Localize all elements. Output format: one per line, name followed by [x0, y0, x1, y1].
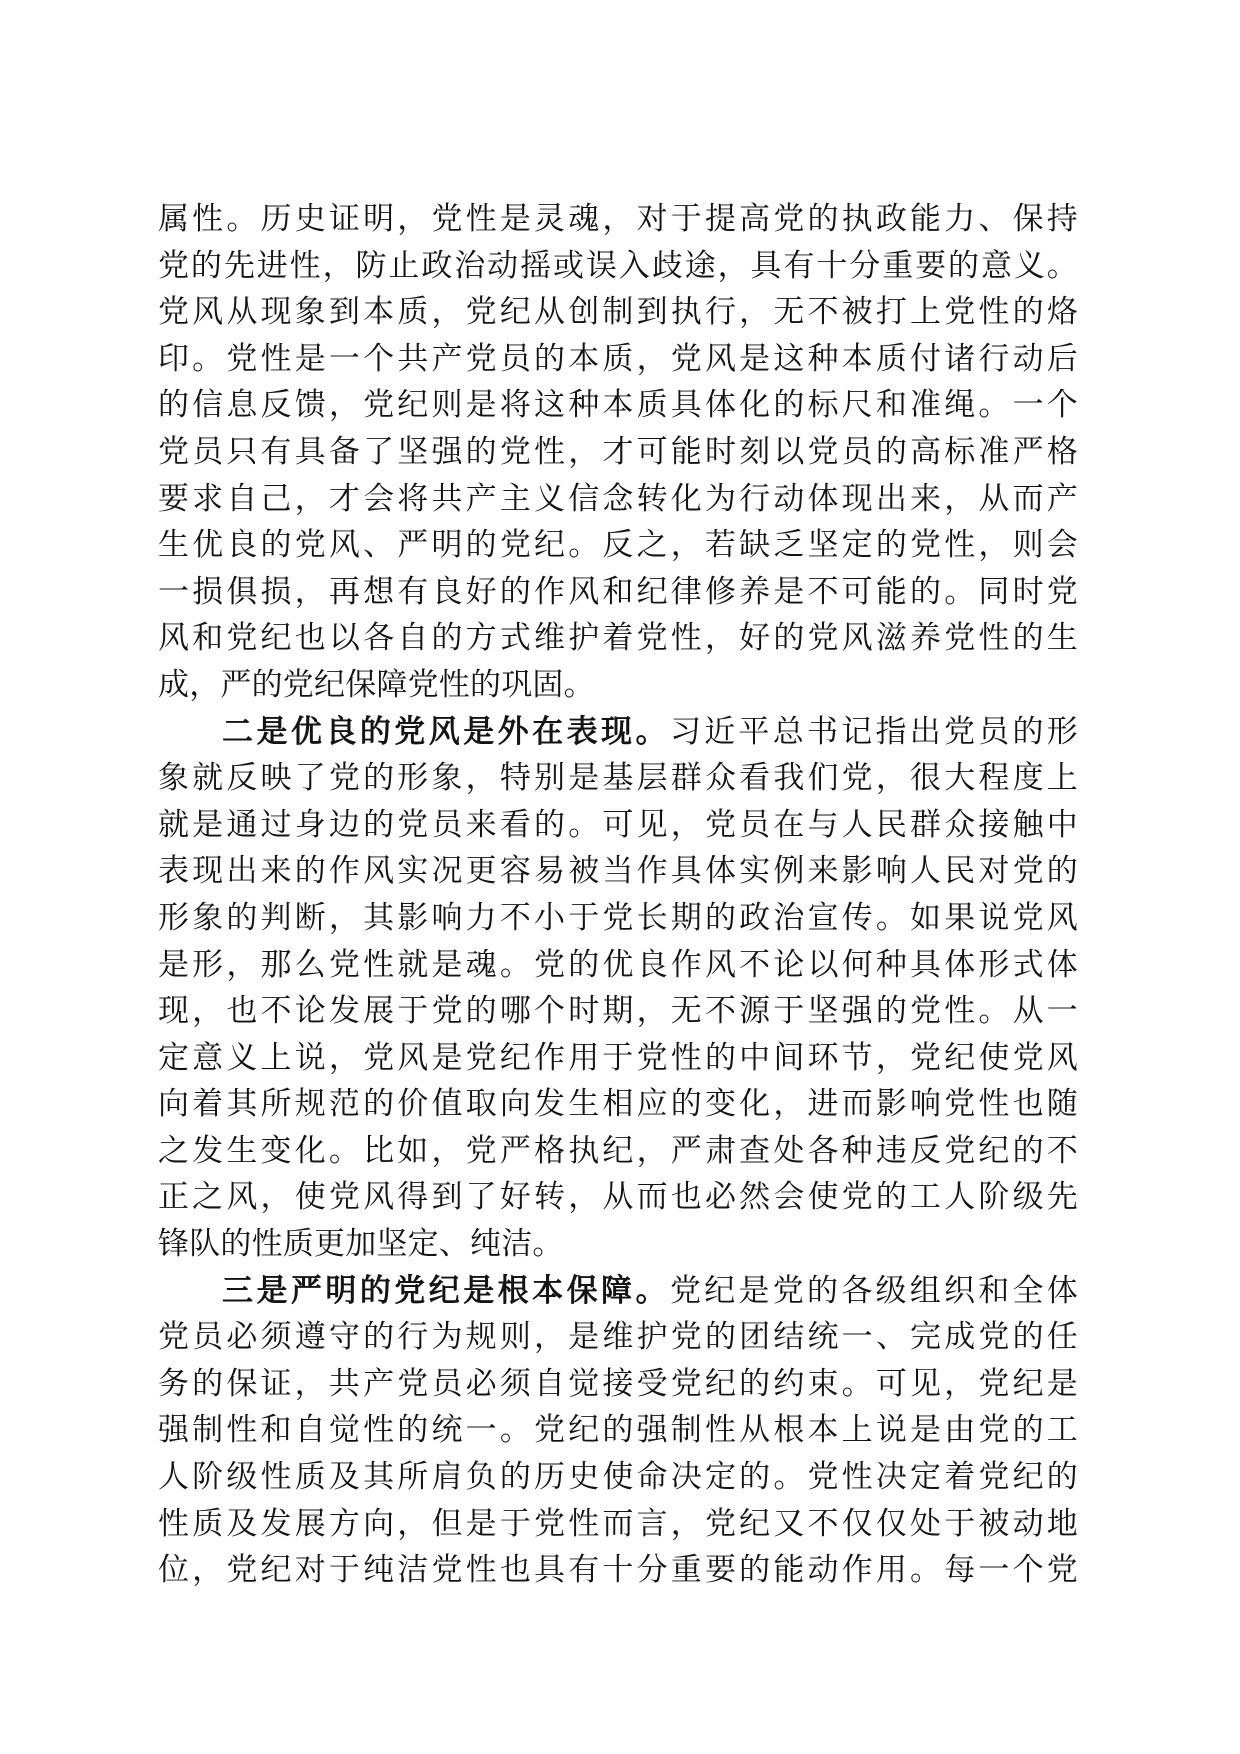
text-line	[158, 1081, 1078, 1128]
text-line	[158, 988, 1078, 1035]
paragraph	[158, 196, 1078, 709]
line-text: 习近平总书记指出党员的形	[669, 713, 1078, 750]
line-text: 强制性和自觉性的统一。党纪的强制性从根本上说是由党的工	[158, 1412, 1078, 1449]
text-line	[158, 942, 1078, 989]
line-text: 党风从现象到本质，党纪从创制到执行，无不被打上党性的烙	[158, 294, 1078, 331]
line-text: 人阶级性质及其所肩负的历史使命决定的。党性决定着党纪的	[158, 1459, 1078, 1496]
text-line	[158, 1547, 1078, 1594]
line-text: 务的保证，共产党员必须自觉接受党纪的约束。可见，党纪是	[158, 1365, 1078, 1402]
text-line	[158, 429, 1078, 476]
line-text: 定意义上说，党风是党纪作用于党性的中间环节，党纪使党风	[158, 1039, 1078, 1076]
line-text: 表现出来的作风实况更容易被当作具体实例来影响人民对党的	[158, 853, 1078, 890]
text-line	[158, 1454, 1078, 1501]
line-text: 生优良的党风、严明的党纪。反之，若缺乏坚定的党性，则会	[158, 527, 1078, 564]
line-text: 向着其所规范的价值取向发生相应的变化，进而影响党性也随	[158, 1086, 1078, 1123]
text-line	[158, 1128, 1078, 1175]
line-text: 属性。历史证明，党性是灵魂，对于提高党的执政能力、保持	[158, 201, 1078, 237]
line-text: 要求自己，才会将共产主义信念转化为行动体现出来，从而产	[158, 480, 1078, 517]
line-text: 印。党性是一个共产党员的本质，党风是这种本质付诸行动后	[158, 340, 1078, 377]
text-line	[158, 1268, 1078, 1315]
line-text: 性质及发展方向，但是于党性而言，党纪又不仅仅处于被动地	[158, 1505, 1078, 1542]
line-text: 党纪是党的各级组织和全体	[669, 1272, 1078, 1309]
line-text: 形象的判断，其影响力不小于党长期的政治宣传。如果说党风	[158, 899, 1078, 936]
paragraph	[158, 709, 1078, 1268]
text-line	[158, 662, 1078, 709]
paragraph	[158, 1268, 1078, 1594]
paragraph-lead-heading: 三是严明的党纪是根本保障。	[222, 1272, 670, 1309]
line-text: 的信息反馈，党纪则是将这种本质具体化的标尺和准绳。一个	[158, 387, 1078, 424]
text-line	[158, 1174, 1078, 1221]
line-text: 正之风，使党风得到了好转，从而也必然会使党的工人阶级先	[158, 1179, 1078, 1216]
text-line	[158, 709, 1078, 756]
text-line	[158, 755, 1078, 802]
text-line	[158, 476, 1078, 523]
text-line	[158, 1314, 1078, 1361]
line-text: 党员只有具备了坚强的党性，才可能时刻以党员的高标准严格	[158, 433, 1078, 470]
line-text: 党的先进性，防止政治动摇或误入歧途，具有十分重要的意义。	[158, 247, 1078, 284]
text-line	[158, 196, 1078, 243]
text-line	[158, 848, 1078, 895]
text-line	[158, 615, 1078, 662]
text-line	[158, 522, 1078, 569]
line-text: 现，也不论发展于党的哪个时期，无不源于坚强的党性。从一	[158, 993, 1078, 1030]
text-line	[158, 802, 1078, 849]
text-line	[158, 1501, 1078, 1548]
line-text: 就是通过身边的党员来看的。可见，党员在与人民群众接触中	[158, 806, 1078, 843]
line-text: 之发生变化。比如，党严格执纪，严肃查处各种违反党纪的不	[158, 1132, 1078, 1169]
text-line	[158, 1221, 1078, 1268]
text-line	[158, 895, 1078, 942]
line-text: 一损俱损，再想有良好的作风和纪律修养是不可能的。同时党	[158, 573, 1078, 610]
text-line	[158, 243, 1078, 290]
text-line	[158, 1407, 1078, 1454]
paragraph-lead-heading: 二是优良的党风是外在表现。	[222, 713, 670, 750]
document-body	[158, 196, 1078, 1594]
line-text: 位，党纪对于纯洁党性也具有十分重要的能动作用。每一个党	[158, 1552, 1078, 1589]
line-text: 成，严的党纪保障党性的巩固。	[158, 666, 595, 703]
line-text: 党员必须遵守的行为规则，是维护党的团结统一、完成党的任	[158, 1319, 1078, 1356]
text-line	[158, 1361, 1078, 1408]
text-line	[158, 1035, 1078, 1082]
text-line	[158, 289, 1078, 336]
line-text: 是形，那么党性就是魂。党的优良作风不论以何种具体形式体	[158, 946, 1078, 983]
line-text: 风和党纪也以各自的方式维护着党性，好的党风滋养党性的生	[158, 620, 1078, 657]
text-line	[158, 569, 1078, 616]
line-text: 象就反映了党的形象，特别是基层群众看我们党，很大程度上	[158, 760, 1078, 797]
line-text: 锋队的性质更加坚定、纯洁。	[158, 1226, 564, 1263]
text-line	[158, 382, 1078, 429]
text-line	[158, 336, 1078, 383]
